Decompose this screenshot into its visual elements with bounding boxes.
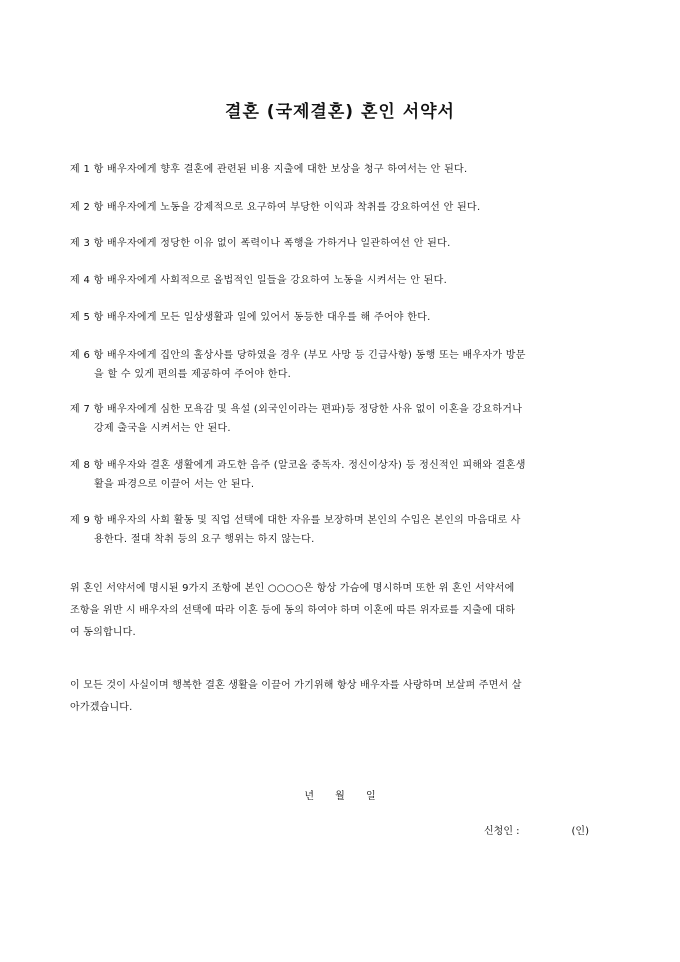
applicant-label: 신청인 : xyxy=(484,826,520,837)
clause-4-text: 제 4 항 배우자에게 사회적으로 올법적인 일들을 강요하여 노동을 시켜서는 안 된다. xyxy=(70,275,448,286)
clause-6-text: 제 6 항 배우자에게 집안의 홀상사를 당하였을 경우 (부모 사망 등 긴급사항) 동행 또는 배우자가 방문 xyxy=(70,350,526,361)
clause-9-continuation: 용한다. 절대 착취 등의 요구 행위는 하지 않는다. xyxy=(94,534,315,545)
clause-3 xyxy=(70,234,620,253)
clause-8-text: 제 8 항 배우자와 결혼 생활에게 과도한 음주 (알코올 중독자. 정신이상자) 등 정신적인 피해와 결혼생 xyxy=(70,460,526,471)
seal-mark: (인) xyxy=(571,826,589,837)
clause-2-text: 제 2 항 배우자에게 노동을 강제적으로 요구하여 부당한 이익과 착취를 강요하여선 안 된다. xyxy=(70,202,481,213)
clause-8-continuation: 활을 파경으로 이끌어 서는 안 된다. xyxy=(94,479,255,490)
clause-6-continuation: 을 할 수 있게 편의를 제공하여 주어야 한다. xyxy=(94,369,292,380)
consent-paragraph xyxy=(70,578,622,644)
clause-3-text: 제 3 항 배우자에게 정당한 이유 없이 폭력이나 폭행을 가하거나 일관하여선 안 된다. xyxy=(70,238,451,249)
consent-line-1: 위 혼인 서약서에 명시된 9가지 조항에 본인 ○○○○은 항상 가슴에 명시하며 또한 위 혼인 서약서에 xyxy=(70,583,515,594)
clause-5-text: 제 5 항 배우자에게 모든 일상생활과 일에 있어서 동등한 대우를 해 주어야 한다. xyxy=(70,312,431,323)
pledge-line-2: 아가겠습니다. xyxy=(70,702,133,713)
consent-line-3: 여 동의합니다. xyxy=(70,627,136,638)
signature-line xyxy=(484,822,589,837)
clause-2 xyxy=(70,198,620,217)
consent-line-2: 조항을 위반 시 배우자의 선택에 따라 이혼 등에 동의 하여야 하며 이혼에 따른 위자료를 지출에 대하 xyxy=(70,605,516,616)
clause-1-text: 제 1 항 배우자에게 향후 결혼에 관련된 비용 지출에 대한 보상을 청구 하여서는 안 된다. xyxy=(70,164,468,175)
clause-7 xyxy=(70,400,620,438)
pledge-paragraph xyxy=(70,675,622,719)
pledge-line-1: 이 모든 것이 사실이며 행복한 결혼 생활을 이끌어 가기위해 항상 배우자를 사랑하며 보살펴 주면서 살 xyxy=(70,680,522,691)
clause-7-continuation: 강제 출국을 시켜서는 안 된다. xyxy=(94,423,231,434)
clause-9-text: 제 9 항 배우자의 사회 활동 및 직업 선택에 대한 자유를 보장하며 본인의 수입은 본인의 마음대로 사 xyxy=(70,515,521,526)
clause-5 xyxy=(70,308,620,327)
clause-7-text: 제 7 항 배우자에게 심한 모욕감 및 욕설 (외국인이라는 편파)등 정당한 사유 없이 이혼을 강요하거나 xyxy=(70,404,523,415)
clause-1 xyxy=(70,160,620,179)
clause-9 xyxy=(70,511,620,549)
document-title: 결혼 (국제결혼) 혼인 서약서 xyxy=(225,102,455,122)
clause-4 xyxy=(70,271,620,290)
clause-8 xyxy=(70,456,620,494)
date-line: 년 월 일 xyxy=(304,791,376,802)
clause-6 xyxy=(70,346,620,384)
